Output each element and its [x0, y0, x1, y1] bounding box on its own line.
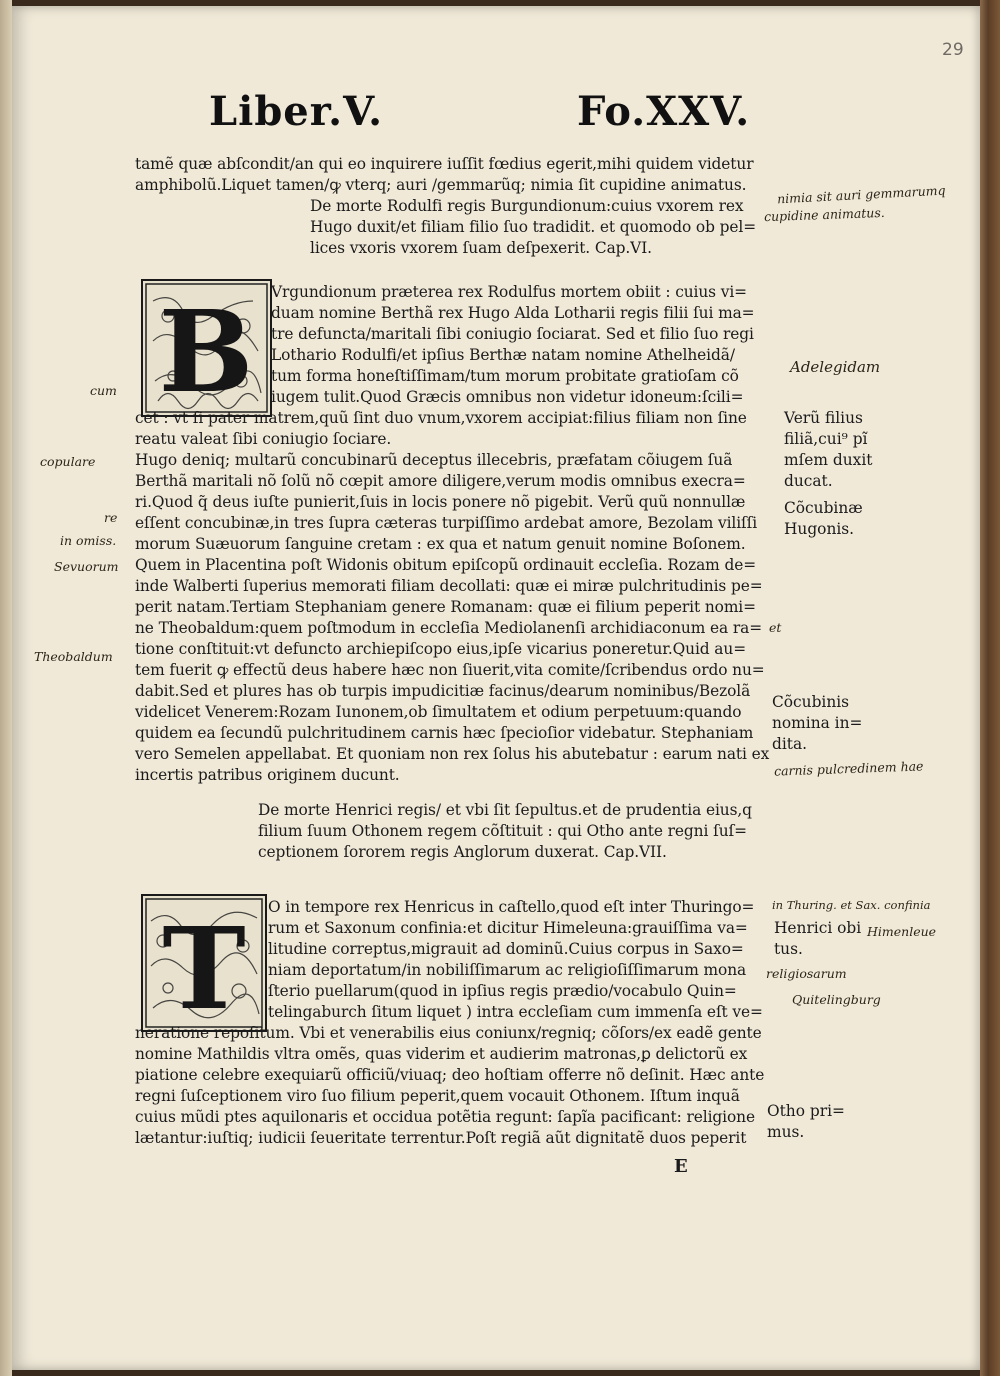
handwritten-note: copulare [40, 454, 96, 469]
body-line: rum et Saxonum confinia:et dicitur Himeleuna:grauiſſima va= [268, 919, 748, 937]
handwritten-note: religiosarum [766, 966, 847, 981]
printed-sidenote: mſem duxit [784, 451, 873, 469]
body-line: litudine correptus,migrauit ad dominũ.Cuius corpus in Saxo= [268, 940, 744, 958]
body-line: tione conſtituit:vt defuncto archiepiſcopo eius,ipſe vicarius poneretur.Quid au= [135, 640, 746, 658]
handwritten-note: nimia sit auri gemmarumq [776, 182, 946, 207]
body-line: vero Semelen appellabat. Et quoniam non rex ſolus his abutebatur : earum nati ex [135, 745, 770, 763]
handwritten-note: et [769, 620, 782, 635]
body-line: quidem ea ſecundũ pulchritudinem carnis hæc ſpecioſior videbatur. Stephaniam [135, 724, 754, 742]
chapter-heading-line: filium ſuum Othonem regem cõſtituit : qui Otho ante regni ſuſ= [258, 822, 747, 840]
printed-sidenote: Verũ filius [784, 409, 863, 427]
body-line: cet : vt ſi pater matrem,quũ ſint duo vnum,vxorem accipiat:filius filiam non ſine [135, 409, 747, 427]
handwritten-note: Himenleue [867, 924, 937, 939]
body-line: iugem tulit.Quod Græcis omnibus non videtur idoneum:ſcili= [271, 388, 744, 406]
body-line: telingaburch ſitum liquet ) intra eccleſiam cum immenſa eſt ve= [268, 1003, 763, 1021]
body-line: Quem in Placentina poſt Widonis obitum epiſcopũ ordinauit eccleſia. Rozam de= [135, 556, 757, 574]
body-line: Lothario Rodulfi/et ipſius Berthæ natam nomine Athelheidã/ [271, 346, 735, 364]
body-line: tum forma honeſtiſſimam/tum morum probitate gratioſam cõ [271, 367, 739, 385]
handwritten-note: in omiss. [60, 533, 117, 548]
handwritten-note: Quitelingburg [792, 992, 881, 1007]
printed-sidenote: Henrici obi [774, 919, 862, 937]
body-line: O in tempore rex Henricus in caſtello,quod eſt inter Thuringo= [268, 898, 755, 916]
printed-sidenote: dita. [772, 735, 808, 753]
body-line: perit natam.Tertiam Stephaniam genere Romanam: quæ ei filium peperit nomi= [135, 598, 756, 616]
chapter-heading-line: ceptionem ſororem regis Anglorum duxerat. Cap.VII. [258, 843, 667, 861]
printed-sidenote: Cõcubinæ [784, 499, 863, 517]
body-line: eſſent concubinæ,in tres ſupra cæteras turpiſſimo ardebat amore, Bezolam viliſſi [135, 514, 758, 532]
handwritten-note: carnis pulcredinem hae [773, 758, 924, 779]
book-page [12, 6, 980, 1370]
body-line: incertis patribus originem ducunt. [135, 766, 400, 784]
printed-sidenote: nomina in= [772, 714, 863, 732]
chapter-heading-line: De morte Henrici regis/ et vbi ſit ſepultus.et de prudentia eius,q [258, 801, 752, 819]
body-line: ri.Quod q̃ deus iuſte punierit,ſuis in locis ponere nõ pigebit. Verũ quũ nonnullæ [135, 493, 746, 511]
decorated-initial-b [141, 279, 272, 417]
body-line: ne Theobaldum:quem poſtmodum in eccleſia Mediolanenſi archidiaconum ea ra= [135, 619, 763, 637]
body-line: dabit.Sed et plures has ob turpis impudicitiæ facinus/dearum nominibus/Bezolã [135, 682, 751, 700]
folio-number: 29 [942, 40, 964, 60]
body-line: lætantur:iuſtiq; iudicii ſeueritate terrentur.Poſt regiã aũt dignitatẽ duos peperit [135, 1129, 747, 1147]
printed-sidenote: ducat. [784, 472, 833, 490]
body-line: Berthã maritali nõ ſolũ nõ cœpit amore diligere,verum modis omnibus execra= [135, 472, 746, 490]
body-line: tre defuncta/maritali ſibi coniugio ſociarat. Sed et filio ſuo regi [271, 325, 754, 343]
handwritten-note: Sevuorum [54, 559, 119, 574]
body-line: regni ſuſceptionem viro ſuo filium peperit,quem vocauit Othonem. Iſtum inquã [135, 1087, 740, 1105]
printed-sidenote: filiã,cui⁹ pĩ [784, 430, 868, 448]
body-line: duam nomine Berthã rex Hugo Alda Lotharii regis filii ſui ma= [271, 304, 755, 322]
handwritten-note: re [104, 510, 118, 525]
body-line: tamẽ quæ abſcondit/an qui eo inquirere iuſſit fœdius egerit,mihi quidem videtur [135, 155, 754, 173]
body-line: ſterio puellarum(quod in ipſius regis prædio/vocabulo Quin= [268, 982, 737, 1000]
body-line: Vrgundionum præterea rex Rodulfus mortem obiit : cuius vi= [271, 283, 747, 301]
body-line: niam deportatum/in nobiliſſimarum ac religioſiſſimarum mona [268, 961, 747, 979]
chapter-heading-line: Hugo duxit/et filiam filio ſuo tradidit. et quomodo ob pel= [310, 218, 756, 236]
body-line: tem fuerit ꝙ effectũ deus habere hæc non ſiuerit,vita comite/ſcribendus ordo nu= [135, 661, 765, 679]
printed-sidenote: Otho pri= [767, 1102, 845, 1120]
running-head-folio: Fo.XXV. [577, 88, 751, 135]
book-cover-edge [980, 0, 1000, 1376]
handwritten-note: cum [90, 383, 117, 398]
running-head-book: Liber.V. [209, 88, 384, 135]
body-line: morum Suæuorum ſanguine cretam : ex qua et natum genuit nomine Boſonem. [135, 535, 746, 553]
decorated-initial-t [141, 894, 267, 1032]
chapter-heading-line: lices vxoris vxorem ſuam deſpexerit. Cap.VI. [310, 239, 652, 257]
signature-mark: E [674, 1156, 688, 1177]
body-line: neratione repoſitum. Vbi et venerabilis eius coniunx/regniq; cõſors/ex eadẽ gente [135, 1024, 762, 1042]
body-line: amphibolũ.Liquet tamen/ꝙ vterq; auri /gemmarũq; nimia ſit cupidine animatus. [135, 176, 747, 194]
initial-letter: T [162, 904, 246, 1030]
printed-sidenote: mus. [767, 1123, 805, 1141]
handwritten-note: in Thuring. et Sax. confinia [772, 898, 931, 912]
handwritten-note: cupidine animatus. [763, 204, 885, 225]
printed-sidenote: tus. [774, 940, 803, 958]
body-line: inde Walberti ſuperius memorati filiam decollati: quæ ei miræ pulchritudinis pe= [135, 577, 763, 595]
previous-page-edge [0, 0, 12, 1376]
handwritten-note: Theobaldum [34, 649, 113, 664]
printed-sidenote: Hugonis. [784, 520, 855, 538]
body-line: reatu valeat ſibi coniugio ſociare. [135, 430, 392, 448]
body-line: videlicet Venerem:Rozam Iunonem,ob ſimultatem et odium perpetuum:quando [135, 703, 742, 721]
body-line: Hugo deniq; multarũ concubinarũ deceptus illecebris, præfatam cõiugem ſuã [135, 451, 733, 469]
body-line: piatione celebre exequiarũ officiũ/viuaq; deo hoſtiam offerre nõ deſinit. Hæc ante [135, 1066, 765, 1084]
handwritten-note: Adelegidam [790, 358, 881, 376]
body-line: nomine Mathildis vltra omẽs, quas viderim et audierim matronas,ꝑ delictorũ ex [135, 1045, 748, 1063]
chapter-heading-line: De morte Rodulfi regis Burgundionum:cuius vxorem rex [310, 197, 744, 215]
printed-sidenote: Cõcubinis [772, 693, 850, 711]
body-line: cuius mũdi ptes aquilonaris et occidua potẽtia regunt: ſapĩa pacificant: religione [135, 1108, 755, 1126]
initial-letter: B [158, 287, 254, 415]
